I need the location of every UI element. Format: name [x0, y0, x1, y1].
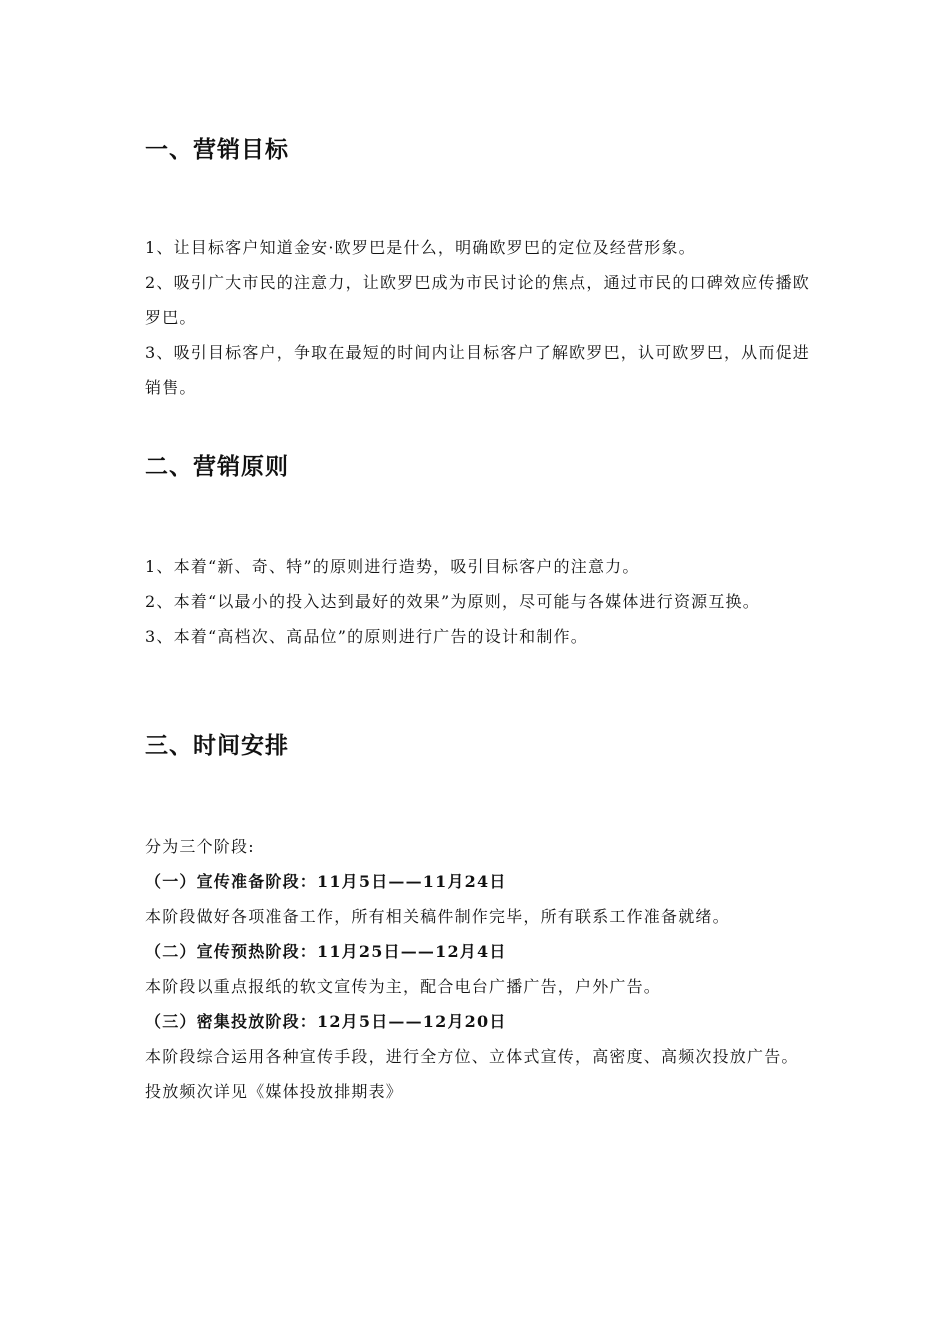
- section-heading-marketing-principles: 二、营销原则: [145, 454, 289, 480]
- schedule-intro: 分为三个阶段:: [145, 837, 255, 856]
- marketing-goals-list: [145, 230, 810, 405]
- section-heading-schedule: 三、时间安排: [145, 733, 289, 759]
- schedule-content: [145, 829, 810, 1109]
- list-item: 2、本着“以最小的投入达到最好的效果”为原则，尽可能与各媒体进行资源互换。: [145, 592, 760, 611]
- marketing-principles-list: [145, 549, 810, 654]
- phase-description: 本阶段以重点报纸的软文宣传为主，配合电台广播广告，户外广告。: [145, 977, 662, 996]
- phase-description: 本阶段做好各项准备工作，所有相关稿件制作完毕，所有联系工作准备就绪。: [145, 907, 730, 926]
- phase-label: （三）密集投放阶段：12月5日——12月20日: [145, 1012, 507, 1031]
- list-item: 3、吸引目标客户，争取在最短的时间内让目标客户了解欧罗巴，认可欧罗巴，从而促进销售。: [145, 343, 810, 397]
- list-item: 1、让目标客户知道金安·欧罗巴是什么，明确欧罗巴的定位及经营形象。: [145, 238, 696, 257]
- phase-label: （二）宣传预热阶段：11月25日——12月4日: [145, 942, 507, 961]
- phase-description: 本阶段综合运用各种宣传手段，进行全方位、立体式宣传，高密度、高频次投放广告。: [145, 1047, 799, 1066]
- phase-label: （一）宣传准备阶段：11月5日——11月24日: [145, 872, 507, 891]
- list-item: 1、本着“新、奇、特”的原则进行造势，吸引目标客户的注意力。: [145, 557, 640, 576]
- schedule-footer-note: 投放频次详见《媒体投放排期表》: [145, 1082, 404, 1101]
- list-item: 2、吸引广大市民的注意力，让欧罗巴成为市民讨论的焦点，通过市民的口碑效应传播欧罗巴。: [145, 273, 810, 327]
- list-item: 3、本着“高档次、高品位”的原则进行广告的设计和制作。: [145, 627, 588, 646]
- section-heading-marketing-goals: 一、营销目标: [145, 137, 289, 163]
